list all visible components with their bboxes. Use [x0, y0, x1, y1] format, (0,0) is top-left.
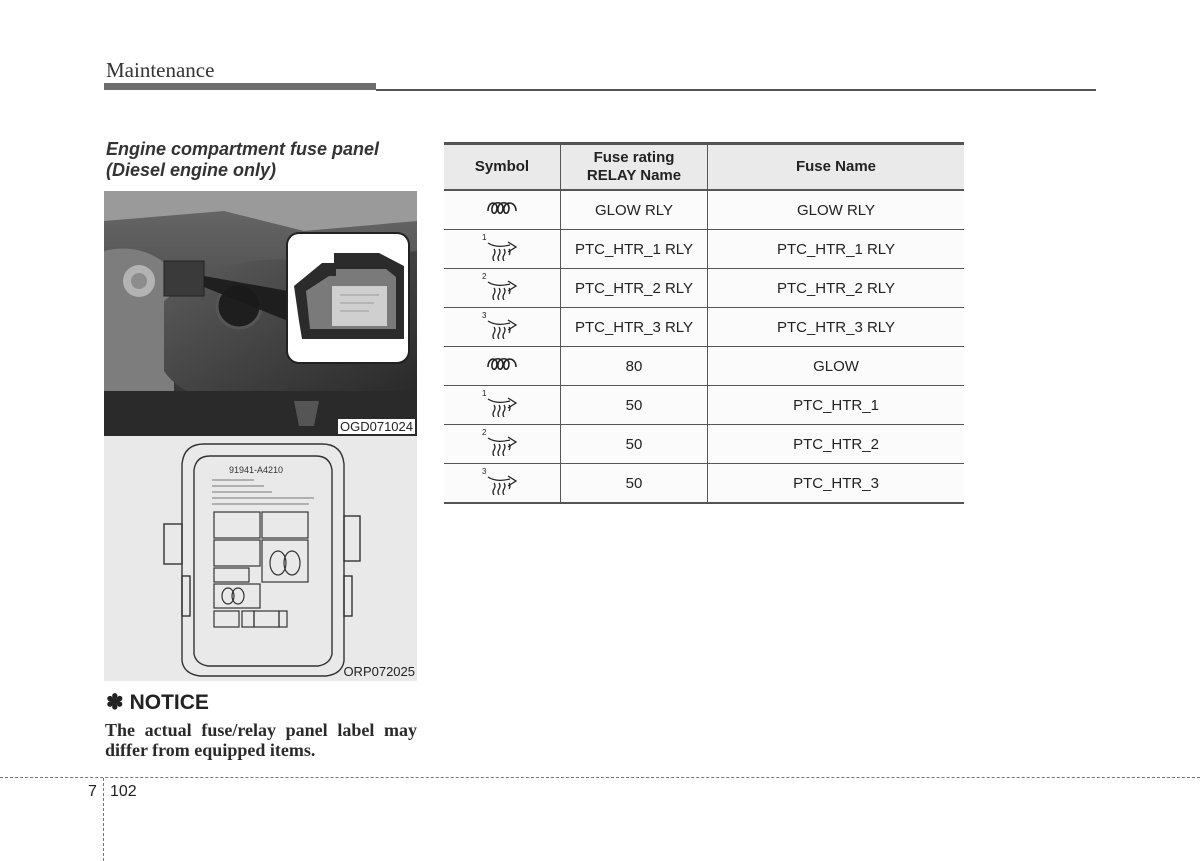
fuse-name-cell: PTC_HTR_1 RLY	[708, 230, 965, 269]
glow-coil-icon	[485, 353, 519, 379]
notice-heading	[106, 690, 209, 715]
fuse-rating-cell: PTC_HTR_2 RLY	[561, 269, 708, 308]
fuse-rating-cell: 50	[561, 425, 708, 464]
notice-star-icon: ✽	[106, 691, 124, 714]
footer-dashed-rule	[0, 777, 1200, 778]
fuse-name-cell: PTC_HTR_2 RLY	[708, 269, 965, 308]
ptc-heater-icon	[482, 311, 522, 339]
fuse-rating-cell: 50	[561, 386, 708, 425]
ptc-heater-icon	[482, 389, 522, 417]
section-heading: Engine compartment fuse panel (Diesel engine only)	[106, 139, 380, 180]
page-number: 102	[110, 783, 137, 800]
diagram-part-number: 91941-A4210	[229, 465, 284, 475]
fuse-rating-cell: 80	[561, 347, 708, 386]
engine-compartment-photo	[104, 191, 417, 436]
table-row	[444, 190, 964, 230]
symbol-cell	[444, 425, 561, 464]
notice-body: The actual fuse/relay panel label may differ from equipped items.	[105, 720, 417, 760]
fuse-name-cell: GLOW RLY	[708, 190, 965, 230]
symbol-cell	[444, 308, 561, 347]
fuse-name-cell: GLOW	[708, 347, 965, 386]
fuse-rating-cell: 50	[561, 464, 708, 504]
table-row	[444, 425, 964, 464]
fuse-rating-cell: GLOW RLY	[561, 190, 708, 230]
diagram-figure-code: ORP072025	[343, 664, 415, 679]
ptc-heater-icon	[482, 428, 522, 456]
heater-number: 1	[482, 233, 487, 242]
table-row	[444, 386, 964, 425]
header-fuse-rating-line1: Fuse rating	[593, 149, 675, 166]
fuse-name-cell: PTC_HTR_3 RLY	[708, 308, 965, 347]
fuse-rating-cell: PTC_HTR_1 RLY	[561, 230, 708, 269]
photo-figure-code: OGD071024	[340, 419, 413, 434]
fuse-name-cell: PTC_HTR_1	[708, 386, 965, 425]
table-row	[444, 308, 964, 347]
ptc-heater-icon	[482, 272, 522, 300]
table-row	[444, 230, 964, 269]
table-row	[444, 269, 964, 308]
ptc-heater-icon	[482, 467, 522, 495]
notice-title: NOTICE	[129, 691, 209, 714]
section-header-title: Maintenance	[106, 58, 215, 82]
heater-number: 2	[482, 272, 487, 281]
glow-coil-icon	[485, 197, 519, 223]
symbol-cell	[444, 230, 561, 269]
symbol-cell	[444, 464, 561, 504]
fuse-name-cell: PTC_HTR_3	[708, 464, 965, 504]
table-row	[444, 464, 964, 504]
fuse-rating-cell: PTC_HTR_3 RLY	[561, 308, 708, 347]
header-fuse-name: Fuse Name	[708, 144, 965, 191]
heater-number: 3	[482, 467, 487, 476]
symbol-cell	[444, 347, 561, 386]
fuse-panel-label-diagram	[104, 436, 417, 681]
symbol-cell	[444, 386, 561, 425]
header-symbol: Symbol	[444, 144, 561, 191]
header-rule-thick	[104, 83, 376, 90]
ptc-heater-icon	[482, 233, 522, 261]
heater-number: 1	[482, 389, 487, 398]
header-rule-thin	[376, 89, 1096, 91]
fuse-relay-table	[444, 142, 964, 504]
header-fuse-rating	[561, 144, 708, 191]
symbol-cell	[444, 269, 561, 308]
header-fuse-rating-line2: RELAY Name	[586, 167, 682, 184]
symbol-cell	[444, 190, 561, 230]
fuse-name-cell: PTC_HTR_2	[708, 425, 965, 464]
table-row	[444, 347, 964, 386]
chapter-number: 7	[88, 783, 97, 800]
heater-number: 2	[482, 428, 487, 437]
heater-number: 3	[482, 311, 487, 320]
table-header-row	[444, 144, 964, 191]
footer-vertical-rule	[103, 778, 104, 861]
